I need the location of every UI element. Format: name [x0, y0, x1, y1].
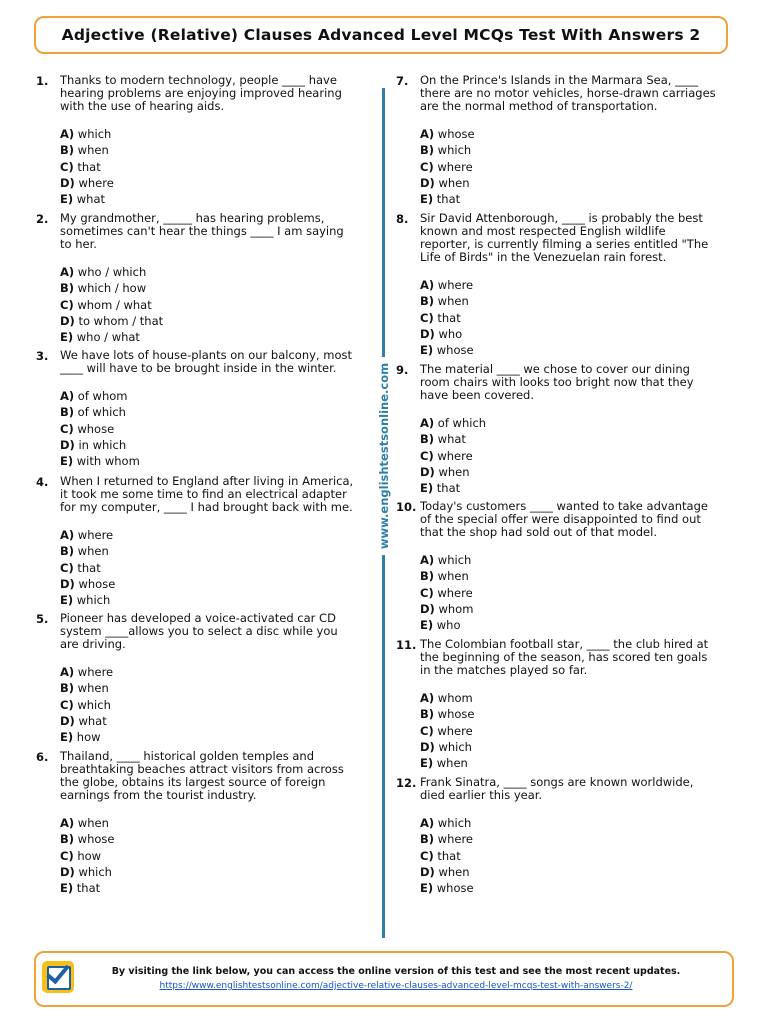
option-letter: C): [60, 297, 74, 312]
question-5: [36, 612, 358, 745]
answer-option[interactable]: [420, 723, 718, 739]
option-text: when: [74, 143, 109, 158]
option-text: what: [74, 713, 107, 728]
option-text: which: [434, 553, 472, 567]
option-letter: E): [60, 593, 74, 608]
option-letter: D): [420, 864, 435, 879]
option-letter: D): [60, 175, 75, 190]
option-text: who / which: [74, 265, 147, 279]
option-text: when: [74, 816, 109, 830]
answer-option[interactable]: [420, 831, 718, 847]
option-text: to whom / that: [74, 313, 164, 328]
option-text: how: [73, 730, 101, 745]
option-text: when: [434, 464, 470, 479]
option-letter: C): [420, 585, 434, 600]
footer-link[interactable]: https://www.englishtestsonline.com/adjective-relative-clauses-advanced-level-mcqs-test-with-answers-2/: [159, 981, 633, 991]
option-text: whose: [434, 707, 475, 722]
title-box: [34, 16, 728, 54]
question-number: 3.: [36, 349, 49, 363]
option-letter: A): [420, 127, 435, 141]
answer-option[interactable]: [60, 388, 358, 404]
question-number: 7.: [396, 74, 409, 88]
answer-option[interactable]: [60, 280, 358, 296]
option-text: which / how: [74, 281, 147, 296]
option-letter: C): [60, 421, 74, 436]
answer-option[interactable]: [60, 729, 358, 745]
option-letter: E): [420, 192, 434, 207]
option-text: whom: [434, 601, 474, 616]
question-number: 8.: [396, 212, 409, 226]
answer-option[interactable]: [60, 560, 358, 576]
answer-option[interactable]: [60, 815, 358, 831]
question-text: My grandmother, _____ has hearing problems, sometimes can't hear the things ____ I am saying to her.: [60, 211, 344, 251]
option-letter: D): [60, 713, 75, 728]
option-letter: E): [420, 881, 434, 896]
question-text: Sir David Attenborough, ____ is probably the best known and most respected English wildlife reporter, is currently filming a series entitled "The Life of Birds" in the Venezuelan rain forest.: [420, 211, 709, 264]
answer-option[interactable]: [420, 617, 718, 633]
answer-option[interactable]: [420, 126, 718, 142]
option-letter: E): [60, 330, 74, 345]
option-text: where: [74, 665, 114, 679]
option-letter: B): [420, 569, 435, 584]
checkbox-icon: [42, 961, 74, 993]
option-letter: B): [60, 544, 75, 559]
option-text: where: [74, 528, 114, 542]
answer-option[interactable]: [420, 277, 718, 293]
question-12: [396, 776, 718, 896]
answer-option[interactable]: [60, 831, 358, 847]
question-text: On the Prince's Islands in the Marmara Sea, ____ there are no motor vehicles, horse-drawn carriages are the normal method of transportation.: [420, 73, 716, 113]
question-text: Frank Sinatra, ____ songs are known worldwide, died earlier this year.: [420, 775, 694, 802]
answer-option[interactable]: [60, 664, 358, 680]
answer-option[interactable]: [420, 191, 718, 207]
option-text: which: [74, 864, 112, 879]
question-4: [36, 475, 358, 608]
question-number: 10.: [396, 500, 417, 514]
option-letter: B): [420, 832, 435, 847]
option-text: what: [73, 192, 106, 207]
option-letter: C): [60, 697, 74, 712]
answer-options: [60, 815, 358, 896]
option-letter: B): [420, 432, 435, 447]
answer-option[interactable]: [420, 706, 718, 722]
option-text: of which: [434, 416, 487, 430]
option-letter: A): [420, 691, 435, 705]
question-number: 4.: [36, 475, 49, 489]
option-text: when: [433, 756, 468, 771]
option-text: of which: [74, 405, 126, 420]
answer-option[interactable]: [420, 880, 718, 896]
question-text: Today's customers ____ wanted to take advantage of the special offer were disappointed to find out that the shop had sold out of that model.: [420, 499, 708, 539]
option-text: where: [433, 159, 473, 174]
option-text: what: [434, 432, 466, 447]
footer-box: [34, 951, 734, 1007]
option-text: that: [433, 192, 461, 207]
option-letter: B): [60, 405, 75, 420]
answer-option[interactable]: [60, 404, 358, 420]
option-letter: E): [420, 343, 434, 358]
answer-options: [60, 527, 358, 608]
option-letter: A): [420, 278, 435, 292]
answer-option[interactable]: [420, 568, 718, 584]
answer-options: [420, 690, 718, 771]
question-number: 5.: [36, 612, 49, 626]
question-6: [36, 750, 358, 896]
answer-options: [60, 664, 358, 745]
answer-option[interactable]: [60, 592, 358, 608]
option-letter: D): [420, 464, 435, 479]
option-letter: A): [60, 127, 75, 141]
option-letter: D): [60, 437, 75, 452]
site-watermark: www.englishtestsonline.com: [374, 357, 394, 555]
option-letter: A): [420, 816, 435, 830]
option-letter: E): [420, 756, 434, 771]
answer-option[interactable]: [420, 848, 718, 864]
option-letter: E): [60, 730, 74, 745]
answer-options: [420, 415, 718, 496]
option-text: how: [73, 848, 102, 863]
option-text: whose: [74, 832, 115, 847]
answer-option[interactable]: [60, 313, 358, 329]
answer-option[interactable]: [60, 680, 358, 696]
answer-option[interactable]: [420, 342, 718, 358]
option-text: which: [73, 593, 111, 608]
answer-option[interactable]: [60, 543, 358, 559]
answer-option[interactable]: [420, 815, 718, 831]
answer-option[interactable]: [420, 293, 718, 309]
answer-option[interactable]: [60, 576, 358, 592]
question-3: [36, 349, 358, 469]
option-letter: D): [420, 601, 435, 616]
answer-options: [60, 264, 358, 345]
option-text: where: [434, 832, 474, 847]
option-text: who: [434, 326, 463, 341]
question-2: [36, 212, 358, 345]
option-letter: A): [420, 416, 435, 430]
option-text: which: [74, 127, 112, 141]
option-text: which: [434, 816, 472, 830]
option-text: which: [434, 739, 472, 754]
question-text: We have lots of house-plants on our balcony, most ____ will have to be brought inside in the winter.: [60, 348, 352, 375]
answer-options: [420, 277, 718, 358]
answer-option[interactable]: [60, 297, 358, 313]
answer-option[interactable]: [60, 329, 358, 345]
answer-option[interactable]: [60, 864, 358, 880]
option-letter: E): [420, 481, 434, 496]
option-letter: A): [60, 816, 75, 830]
answer-option[interactable]: [60, 697, 358, 713]
answer-options: [60, 126, 358, 207]
option-letter: C): [60, 159, 74, 174]
answer-option[interactable]: [420, 739, 718, 755]
option-letter: B): [420, 294, 435, 309]
question-number: 1.: [36, 74, 49, 88]
answer-option[interactable]: [60, 527, 358, 543]
option-letter: A): [60, 528, 75, 542]
option-text: when: [434, 175, 470, 190]
option-letter: C): [60, 848, 74, 863]
option-letter: A): [60, 665, 75, 679]
answer-option[interactable]: [420, 585, 718, 601]
option-letter: C): [420, 448, 434, 463]
footer-message: By visiting the link below, you can access the online version of this test and see the most recent updates.: [111, 966, 681, 977]
option-text: where: [74, 175, 114, 190]
option-letter: A): [420, 553, 435, 567]
option-text: that: [73, 159, 101, 174]
answer-option[interactable]: [420, 415, 718, 431]
option-letter: A): [60, 265, 75, 279]
question-9: [396, 363, 718, 496]
answer-option[interactable]: [420, 159, 718, 175]
option-text: that: [433, 310, 461, 325]
answer-option[interactable]: [60, 713, 358, 729]
option-text: with whom: [73, 454, 140, 469]
option-text: of whom: [74, 389, 128, 403]
answer-option[interactable]: [420, 431, 718, 447]
option-letter: D): [420, 739, 435, 754]
option-text: whose: [433, 881, 474, 896]
answer-option[interactable]: [420, 864, 718, 880]
question-text: Pioneer has developed a voice-activated car CD system ____allows you to select a disc while you are driving.: [60, 611, 338, 651]
answer-options: [420, 552, 718, 633]
option-text: who: [433, 618, 461, 633]
option-letter: B): [60, 681, 75, 696]
question-number: 9.: [396, 363, 409, 377]
answer-option[interactable]: [420, 601, 718, 617]
question-text: Thailand, ____ historical golden temples and breathtaking beaches attract visitors from across the globe, obtains its largest source of foreign earnings from the tourist industry.: [60, 749, 344, 802]
option-text: where: [433, 723, 473, 738]
option-letter: D): [60, 864, 75, 879]
option-text: where: [433, 448, 473, 463]
question-text: Thanks to modern technology, people ____ have hearing problems are enjoying improved hearing with the use of hearing aids.: [60, 73, 342, 113]
question-number: 12.: [396, 776, 417, 790]
answer-option[interactable]: [420, 464, 718, 480]
option-text: whom: [434, 691, 473, 705]
option-letter: D): [60, 313, 75, 328]
option-text: in which: [74, 437, 127, 452]
option-letter: C): [420, 310, 434, 325]
question-text: The material ____ we chose to cover our dining room chairs with looks too bright now that they have been covered.: [420, 362, 694, 402]
option-letter: C): [420, 159, 434, 174]
option-text: where: [434, 278, 474, 292]
answer-option[interactable]: [420, 175, 718, 191]
answer-option[interactable]: [60, 126, 358, 142]
answer-option[interactable]: [420, 310, 718, 326]
option-text: which: [73, 697, 111, 712]
option-letter: C): [60, 560, 74, 575]
question-number: 2.: [36, 212, 49, 226]
answer-option[interactable]: [420, 552, 718, 568]
option-text: that: [73, 881, 101, 896]
option-text: where: [433, 585, 473, 600]
question-number: 6.: [36, 750, 49, 764]
option-letter: D): [60, 576, 75, 591]
option-letter: D): [420, 326, 435, 341]
option-text: whose: [73, 421, 115, 436]
answer-option[interactable]: [420, 755, 718, 771]
option-letter: B): [60, 143, 75, 158]
option-text: whom / what: [73, 297, 152, 312]
option-letter: B): [60, 281, 75, 296]
question-number: 11.: [396, 638, 417, 652]
answer-option[interactable]: [420, 142, 718, 158]
option-text: that: [73, 560, 101, 575]
page-title: Adjective (Relative) Clauses Advanced Level MCQs Test With Answers 2: [61, 26, 701, 44]
option-text: when: [434, 864, 470, 879]
option-text: who / what: [73, 330, 140, 345]
option-text: when: [434, 294, 469, 309]
option-letter: E): [60, 192, 74, 207]
answer-option[interactable]: [60, 264, 358, 280]
answer-option[interactable]: [60, 191, 358, 207]
option-text: whose: [74, 576, 116, 591]
answer-option[interactable]: [420, 448, 718, 464]
answer-option[interactable]: [60, 159, 358, 175]
option-text: when: [74, 544, 109, 559]
question-10: [396, 500, 718, 633]
option-text: when: [74, 681, 109, 696]
option-letter: B): [420, 143, 435, 158]
option-text: that: [433, 481, 461, 496]
option-text: which: [434, 143, 472, 158]
option-letter: E): [60, 454, 74, 469]
option-text: whose: [434, 127, 475, 141]
answer-options: [420, 126, 718, 207]
option-letter: A): [60, 389, 75, 403]
option-letter: B): [420, 707, 435, 722]
option-letter: C): [420, 848, 434, 863]
question-text: The Colombian football star, ____ the club hired at the beginning of the season, has scored ten goals in the matches played so far.: [420, 637, 709, 677]
question-7: [396, 74, 718, 207]
option-letter: B): [60, 832, 75, 847]
option-text: that: [433, 848, 461, 863]
question-8: [396, 212, 718, 358]
question-1: [36, 74, 358, 207]
answer-option[interactable]: [60, 437, 358, 453]
question-11: [396, 638, 718, 771]
answer-option[interactable]: [60, 175, 358, 191]
answer-option[interactable]: [420, 480, 718, 496]
answer-option[interactable]: [60, 453, 358, 469]
answer-option[interactable]: [420, 690, 718, 706]
option-text: when: [434, 569, 469, 584]
option-letter: E): [420, 618, 434, 633]
answer-options: [60, 388, 358, 469]
answer-option[interactable]: [420, 326, 718, 342]
question-text: When I returned to England after living in America, it took me some time to find an electrical adapter for my computer, ____ I had brought back with me.: [60, 474, 354, 514]
answer-options: [420, 815, 718, 896]
option-letter: E): [60, 881, 74, 896]
answer-option[interactable]: [60, 142, 358, 158]
answer-option[interactable]: [60, 880, 358, 896]
option-letter: D): [420, 175, 435, 190]
answer-option[interactable]: [60, 848, 358, 864]
answer-option[interactable]: [60, 421, 358, 437]
option-letter: C): [420, 723, 434, 738]
option-text: whose: [433, 343, 474, 358]
